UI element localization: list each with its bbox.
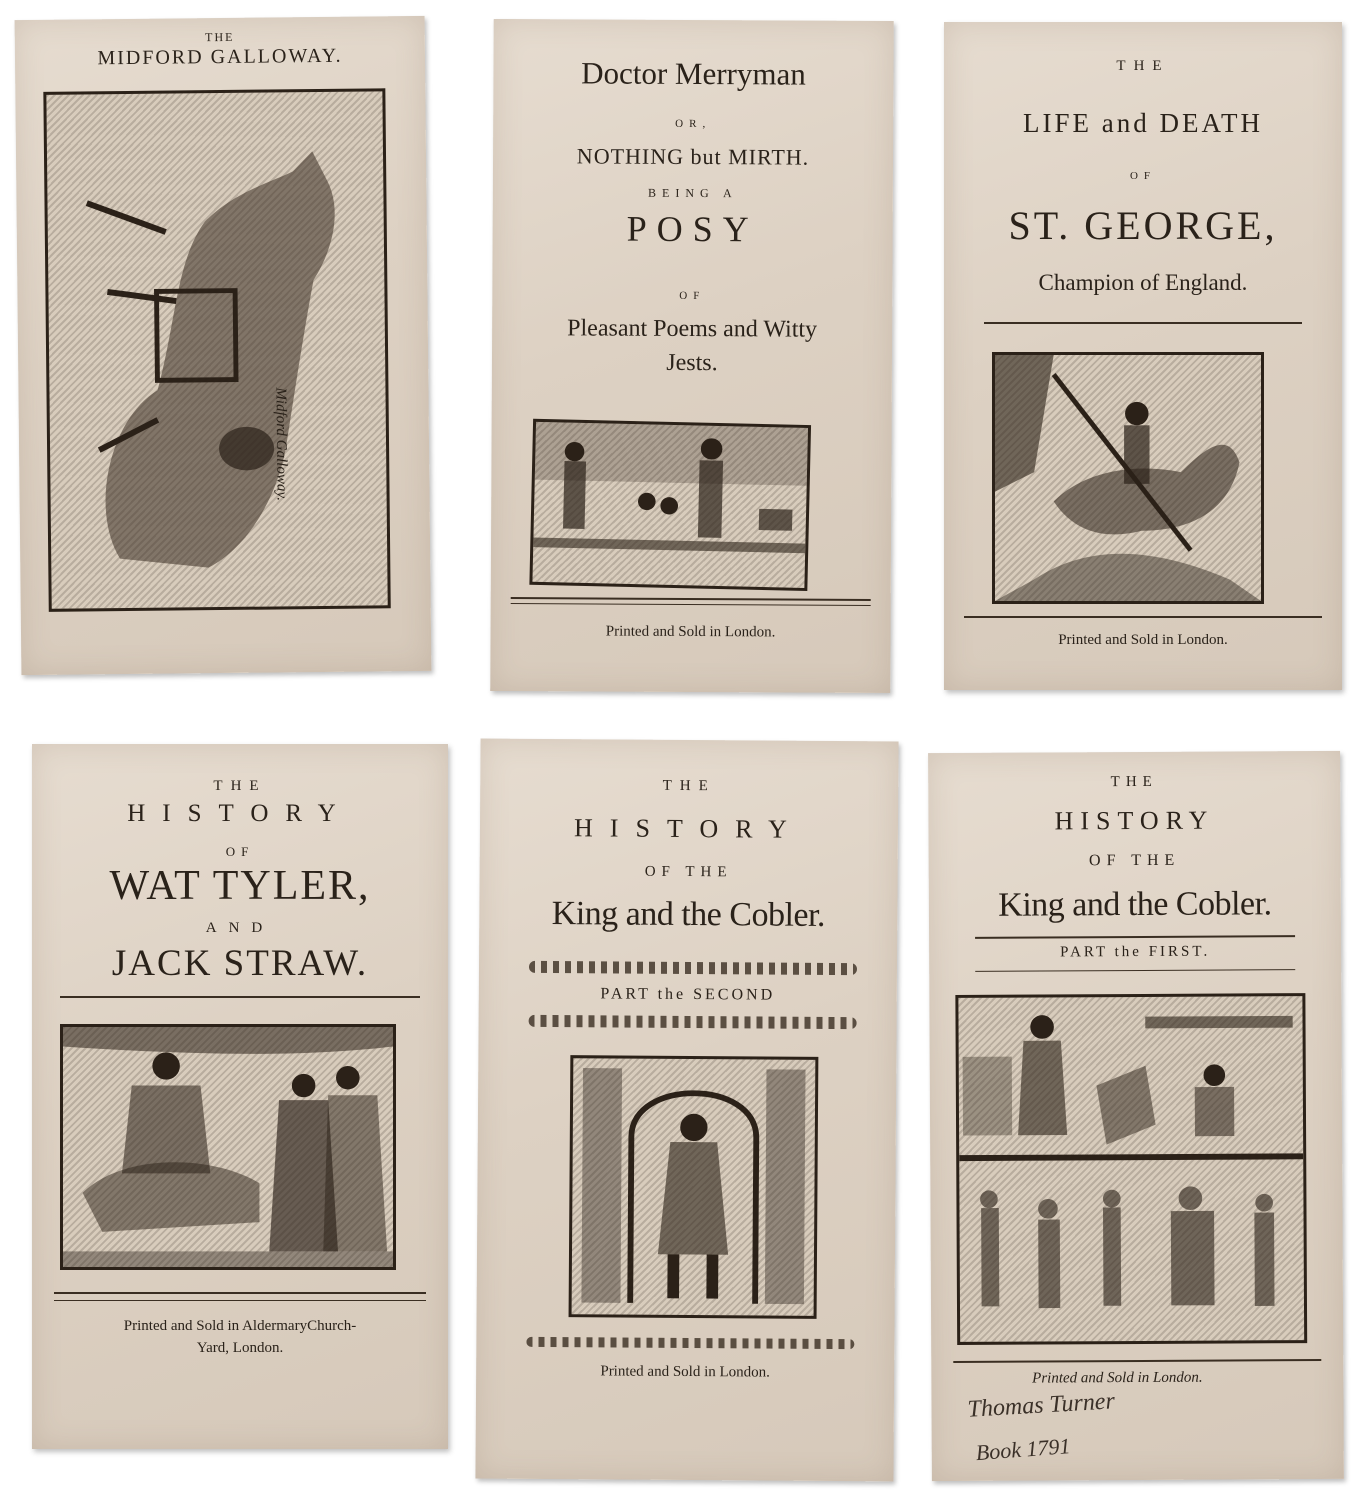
tagline-1: Pleasant Poems and Witty — [567, 315, 818, 343]
part-text: PART the FIRST. — [1060, 943, 1211, 961]
rule — [511, 597, 871, 601]
rule — [60, 996, 420, 998]
rule — [511, 603, 871, 606]
the-text: THE — [213, 778, 267, 794]
imprint: Printed and Sold in London. — [605, 623, 776, 641]
and-text: AND — [205, 920, 275, 936]
being-text: BEING A — [647, 185, 738, 201]
ornament-band — [529, 1015, 857, 1029]
imprint-line-2: Yard, London. — [196, 1340, 284, 1356]
title-line-1: LIFE and DEATH — [1023, 108, 1263, 138]
history-text: HISTORY — [573, 813, 804, 844]
of-the-text: OF THE — [1088, 851, 1181, 870]
pamphlet-king-cobler-second — [475, 739, 898, 1482]
woodcut-tavern — [529, 419, 811, 591]
title-line-3: Champion of England. — [1038, 270, 1248, 295]
imprint: Printed and Sold in London. — [600, 1363, 771, 1381]
woodcut-king-cobler — [955, 993, 1307, 1345]
rule — [984, 322, 1302, 324]
title-the: THE — [205, 29, 235, 45]
rule — [964, 616, 1322, 618]
title-main: Doctor Merryman — [581, 55, 806, 92]
side-caption: Midford Galloway. — [272, 387, 290, 502]
history-text: HISTORY — [127, 800, 353, 827]
pamphlet-midford-galloway — [15, 16, 432, 675]
rule — [975, 935, 1295, 939]
posy-text: POSY — [626, 208, 759, 250]
of-text: OF — [1129, 170, 1157, 182]
pamphlet-doctor-merryman — [490, 19, 894, 693]
imprint: Printed and Sold in London. — [1058, 632, 1228, 648]
title-line-2: JACK STRAW. — [111, 943, 369, 984]
tagline-2: Jests. — [666, 349, 718, 377]
handwritten-signature: Thomas Turner — [966, 1388, 1116, 1423]
rule — [975, 969, 1295, 972]
title-line-1: King and the Cobler. — [551, 895, 826, 934]
part-text: PART the SECOND — [600, 985, 776, 1004]
imprint: Printed and Sold in London. — [1032, 1369, 1203, 1387]
pamphlet-st-george — [944, 22, 1342, 690]
title-line-1: WAT TYLER, — [109, 863, 371, 909]
the-text: THE — [1116, 58, 1170, 74]
title-line-2: ST. GEORGE, — [1008, 203, 1278, 248]
woodcut-wat-tyler — [60, 1024, 396, 1270]
of-the-text: OF THE — [644, 863, 733, 881]
or-text: OR, — [675, 117, 712, 131]
of-text: OF — [225, 844, 255, 859]
pamphlet-king-cobler-first — [928, 751, 1344, 1481]
rule — [54, 1292, 426, 1294]
title: MIDFORD GALLOWAY. — [97, 44, 343, 70]
the-text: THE — [662, 777, 716, 795]
handwritten-inscription: Book 1791 — [974, 1433, 1072, 1466]
the-text: THE — [1110, 773, 1158, 791]
woodcut-king — [569, 1055, 819, 1319]
woodcut-st-george — [992, 352, 1264, 604]
history-text: HISTORY — [1054, 805, 1215, 836]
imprint-line-1: Printed and Sold in AldermaryChurch- — [123, 1318, 357, 1334]
of-text: OF — [679, 289, 706, 303]
ornament-band — [526, 1337, 854, 1349]
pamphlet-wat-tyler — [32, 744, 448, 1449]
rule — [54, 1300, 426, 1301]
subtitle: NOTHING but MIRTH. — [576, 143, 810, 170]
rule — [953, 1359, 1321, 1363]
title-line-1: King and the Cobler. — [998, 885, 1272, 924]
ornament-band — [529, 961, 857, 975]
woodcut-horse — [43, 88, 390, 612]
